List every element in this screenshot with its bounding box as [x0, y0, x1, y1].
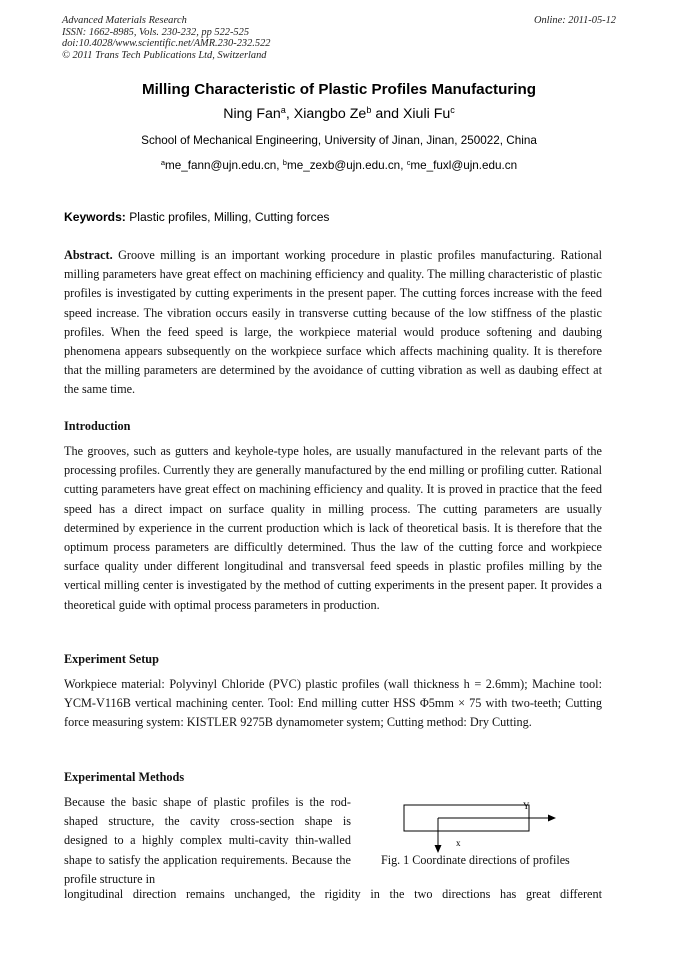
- author-affiliation-mark: c: [450, 105, 455, 116]
- email-address: me_zexb@ujn.edu.cn: [286, 159, 401, 172]
- email-mark: a: [160, 157, 165, 167]
- online-date: Online: 2011-05-12: [533, 15, 616, 26]
- email-address: me_fann@ujn.edu.cn: [165, 159, 277, 172]
- journal-header: [62, 15, 616, 61]
- author-name: Xiangbo Ze: [293, 106, 367, 122]
- author-separator: and: [371, 106, 403, 122]
- section-heading-introduction: Introduction: [64, 419, 131, 433]
- figure-caption: Fig. 1 Coordinate directions of profiles: [381, 853, 570, 867]
- paper-title: Milling Characteristic of Plastic Profiles Manufacturing: [141, 81, 537, 98]
- experiment-setup-text: Workpiece material: Polyvinyl Chloride (PVC) plastic profiles (wall thickness h = 2.6mm); Machine tool: YCM-V116B vertical machining center. Tool: End milling cutter HSS Φ5mm × 75 with two-teeth; Cutting force measuring system: KISTLER 9275B dynamometer system; Cutting method: Dry Cutting.: [64, 677, 602, 730]
- experimental-methods-text: Because the basic shape of plastic profiles is the rod-shaped structure, the cavity cross-section shape is designed to a highly complex multi-cavity thin-walled shape to satisfy the application requirements. Because the profile structure in: [64, 795, 351, 886]
- x-axis-label: x: [456, 838, 461, 848]
- introduction-text: The grooves, such as gutters and keyhole-type holes, are usually manufactured in the relevant parts of the processing profiles. Currently they are generally manufactured by the end milling or profiling cutter. Rational cutting parameters have great effect on machining efficiency and quality. It is proved in practice that the feed speed has a direct impact on surface quality in milling process. The cutting parameters are usually determined by experience in the current production which is lack of theoretical basis. It is therefore that the optimum process parameters are difficultly determined. Thus the law of the cutting force and workpiece surface quality under different longitudinal and transversal feed speeds in plastic profiles milling by the vertical milling center is investigated by the method of cutting experiments in the present paper. It provides a theoretical guide with optimal process parameters in production.: [64, 444, 602, 612]
- email-address: me_fuxl@ujn.edu.cn: [410, 159, 518, 172]
- abstract-label: Abstract.: [64, 248, 113, 262]
- author-separator: ,: [285, 106, 294, 122]
- journal-name: Advanced Materials Research: [62, 15, 187, 26]
- affiliation: School of Mechanical Engineering, University of Jinan, Jinan, 250022, China: [141, 134, 537, 147]
- abstract: [64, 246, 602, 400]
- author-affiliation-mark: a: [280, 105, 286, 116]
- author-name: Xiuli Fu: [402, 106, 451, 122]
- x-axis-arrowhead: [435, 845, 442, 853]
- issn-line: ISSN: 1662-8985, Vols. 230-232, pp 522-525: [62, 26, 250, 38]
- section-heading-experimental-methods: Experimental Methods: [64, 770, 185, 784]
- email-separator: ,: [276, 159, 283, 172]
- abstract-text: Groove milling is an important working procedure in plastic profiles manufacturing. Rational milling parameters have great effect on machining efficiency and quality. The milling characteristic of plastic profiles is investigated by cutting experiments in the present paper. The cutting forces increase with the feed speed increase. The vibration occurs easily in transverse cutting because of the low stiffness of the plastic profiles. When the feed speed is large, the workpiece material would produce softening and daubing phenomena appears subsequently on the workpiece surface which affects machining quality. It is therefore that the milling parameters are determined by the avoidance of cutting vibration as well as daubing effect at the same time.: [64, 248, 602, 397]
- copyright-line: © 2011 Trans Tech Publications Ltd, Switzerland: [62, 49, 267, 61]
- author-list: [0, 106, 678, 122]
- author-affiliation-mark: b: [366, 105, 372, 116]
- experimental-methods-continued: longitudinal direction remains unchanged, the rigidity in the two directions has great different: [64, 887, 602, 901]
- section-heading-experiment-setup: Experiment Setup: [64, 652, 159, 666]
- email-mark: c: [406, 157, 411, 167]
- y-axis-label: Y: [523, 801, 530, 811]
- keywords-text: Plastic profiles, Milling, Cutting forces: [125, 210, 330, 224]
- keywords-label: Keywords:: [64, 210, 126, 224]
- doi-line: doi:10.4028/www.scientific.net/AMR.230-232.522: [62, 38, 271, 50]
- email-mark: b: [282, 157, 287, 167]
- author-name: Ning Fan: [223, 106, 281, 122]
- email-separator: ,: [400, 159, 407, 172]
- y-axis-arrowhead: [548, 815, 556, 822]
- email-list: [0, 159, 678, 172]
- keywords: [64, 210, 329, 224]
